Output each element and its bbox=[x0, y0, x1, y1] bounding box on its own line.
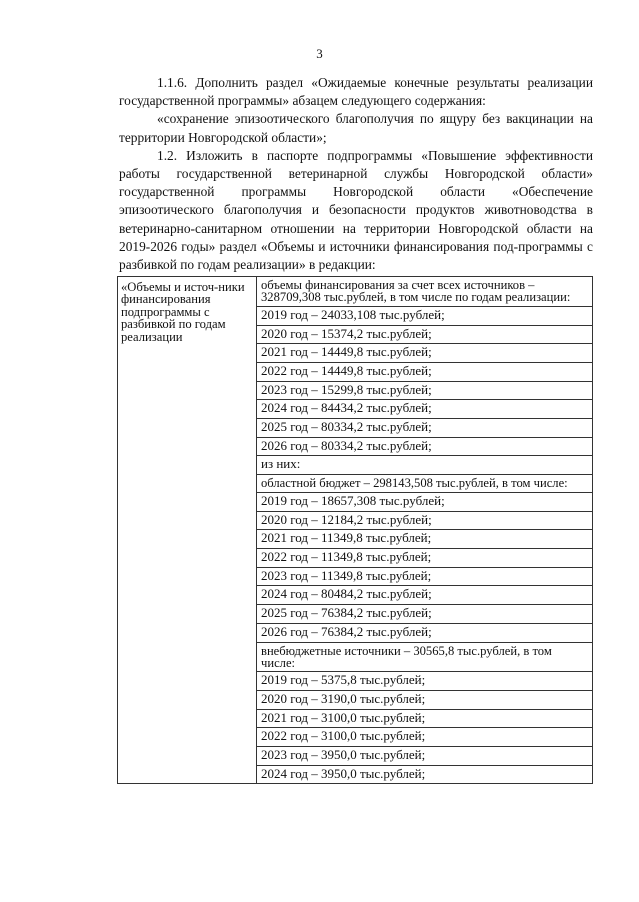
funding-entry: 2023 год – 11349,8 тыс.рублей; bbox=[257, 568, 592, 587]
funding-entry: 2024 год – 3950,0 тыс.рублей; bbox=[261, 765, 426, 781]
funding-entry: 2022 год – 14449,8 тыс.рублей; bbox=[257, 363, 592, 382]
funding-entry: 2020 год – 12184,2 тыс.рублей; bbox=[257, 512, 592, 531]
funding-entry: 2022 год – 11349,8 тыс.рублей; bbox=[257, 549, 592, 568]
funding-entry: 2021 год – 3100,0 тыс.рублей; bbox=[257, 710, 592, 729]
funding-entry: 2024 год – 84434,2 тыс.рублей; bbox=[257, 400, 592, 419]
funding-entry: 2020 год – 15374,2 тыс.рублей; bbox=[257, 326, 592, 345]
funding-entry: 2026 год – 76384,2 тыс.рублей; bbox=[257, 624, 592, 643]
funding-entry: 2019 год – 18657,308 тыс.рублей; bbox=[257, 493, 592, 512]
funding-entry: 2025 год – 76384,2 тыс.рублей; bbox=[257, 605, 592, 624]
page-number: 3 bbox=[316, 46, 323, 61]
funding-entry: 2020 год – 3190,0 тыс.рублей; bbox=[257, 691, 592, 710]
funding-label-cell: «Объемы и источ-ники финансирования подпрограммы с разбивкой по годам реализации bbox=[118, 277, 257, 784]
paragraph-1-2: 1.2. Изложить в паспорте подпрограммы «Повышение эффективности работы государственной ветеринарной службы Новгородской области» государственной программы Новгородской области «Обеспечение эпизоотического благополучия и безопасности продуктов животноводства в ветеринарно-санитарном отношении на территории Новгородской области на 2019-2026 годы» раздел «Объемы и источники финансирования под-программы с разбивкой по годам реализации» в редакции: bbox=[119, 147, 593, 273]
funding-entry: 2022 год – 3100,0 тыс.рублей; bbox=[257, 728, 592, 747]
funding-entry: из них: bbox=[257, 456, 592, 475]
funding-entry: 2023 год – 3950,0 тыс.рублей; bbox=[257, 747, 592, 766]
funding-entry: областной бюджет – 298143,508 тыс.рублей, в том числе: bbox=[257, 475, 592, 493]
funding-entry: 2021 год – 14449,8 тыс.рублей; bbox=[257, 344, 592, 363]
paragraph-1-1-6: 1.1.6. Дополнить раздел «Ожидаемые конечные результаты реализации государственной программы» абзацем следующего содержания: bbox=[119, 75, 593, 109]
funding-entry: внебюджетные источники – 30565,8 тыс.рублей, в том числе: bbox=[257, 643, 592, 673]
funding-entry: 2026 год – 80334,2 тыс.рублей; bbox=[257, 438, 592, 457]
body-text bbox=[119, 74, 593, 274]
funding-entry: 2019 год – 24033,108 тыс.рублей; bbox=[257, 307, 592, 326]
funding-table bbox=[117, 276, 593, 784]
paragraph-quote: «сохранение эпизоотического благополучия по ящуру без вакцинации на территории Новгородской области»; bbox=[119, 111, 593, 145]
funding-entry: 2021 год – 11349,8 тыс.рублей; bbox=[257, 530, 592, 549]
funding-entries bbox=[257, 277, 592, 783]
funding-entry: 2019 год – 5375,8 тыс.рублей; bbox=[257, 672, 592, 691]
funding-entry: объемы финансирования за счет всех источников – 328709,308 тыс.рублей, в том числе по годам реализации: bbox=[257, 277, 592, 307]
funding-entry: 2025 год – 80334,2 тыс.рублей; bbox=[257, 419, 592, 438]
funding-values-cell bbox=[257, 277, 593, 784]
table-row bbox=[118, 277, 593, 784]
funding-entry: 2023 год – 15299,8 тыс.рублей; bbox=[257, 382, 592, 401]
funding-entry: 2024 год – 80484,2 тыс.рублей; bbox=[257, 586, 592, 605]
